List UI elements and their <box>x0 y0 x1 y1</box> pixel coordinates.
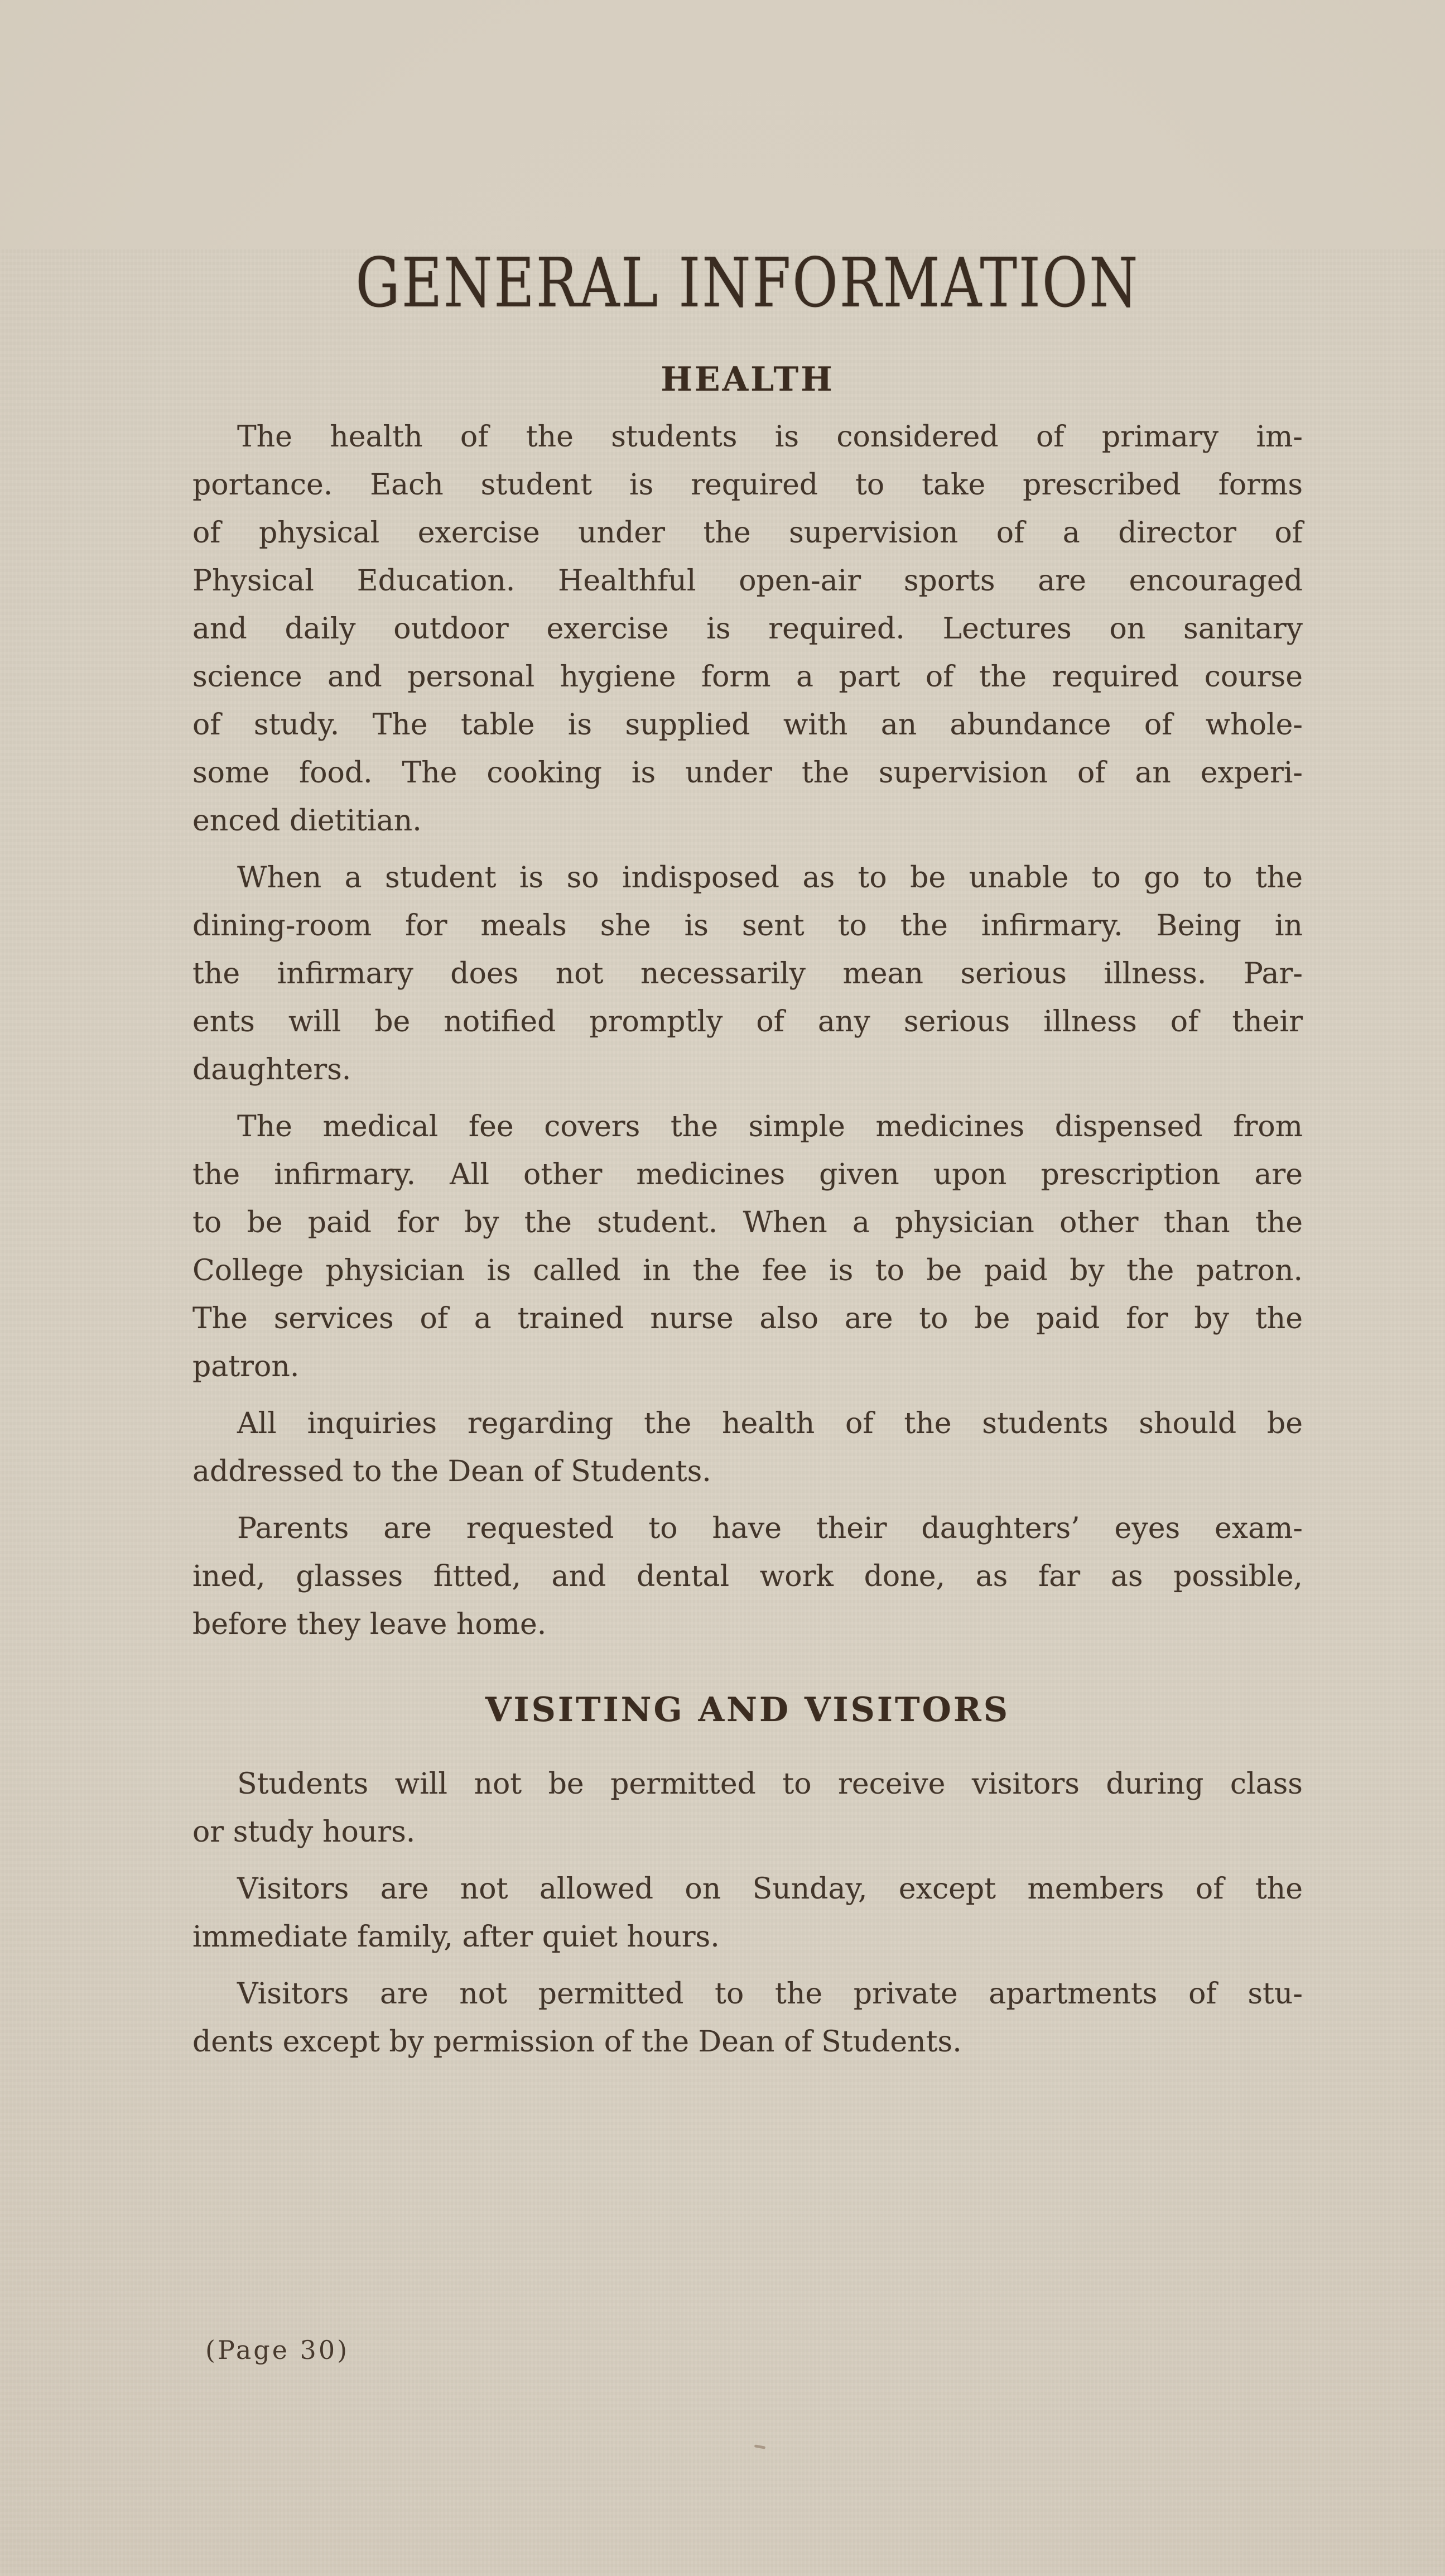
text-line: the infirmary does not necessarily mean serious illness. Par- <box>192 957 1303 991</box>
text-line: and daily outdoor exercise is required. Lectures on sanitary <box>192 612 1303 646</box>
text-line: of physical exercise under the supervision of a director of <box>192 516 1303 550</box>
text-line: dining-room for meals she is sent to the infirmary. Being in <box>192 909 1303 943</box>
paragraph-health-2 <box>192 854 1303 1094</box>
text-line: addressed to the Dean of Students. <box>192 1455 711 1488</box>
text-line: The services of a trained nurse also are to be paid for by the <box>192 1302 1303 1335</box>
paragraph-health-5 <box>192 1505 1303 1649</box>
text-line: portance. Each student is required to take prescribed forms <box>192 468 1303 502</box>
text-line: to be paid for by the student. When a physician other than the <box>192 1206 1303 1239</box>
text-line: daughters. <box>192 1053 351 1087</box>
text-line: dents except by permission of the Dean of Students. <box>192 2025 962 2059</box>
text-line: enced dietitian. <box>192 804 422 838</box>
text-line: When a student is so indisposed as to be unable to go to the <box>237 861 1303 895</box>
paragraph-health-3 <box>192 1103 1303 1391</box>
text-line: of study. The table is supplied with an abundance of whole- <box>192 708 1303 742</box>
text-line: All inquiries regarding the health of the students should be <box>237 1407 1303 1440</box>
paragraph-visiting-3 <box>192 1970 1303 2066</box>
text-line: Visitors are not allowed on Sunday, except members of the <box>237 1872 1303 1906</box>
text-line: ents will be notified promptly of any serious illness of their <box>192 1005 1303 1039</box>
text-line: Parents are requested to have their daughters’ eyes exam- <box>237 1512 1303 1545</box>
section-heading-health: HEALTH <box>661 360 835 399</box>
text-column <box>192 243 1303 2066</box>
text-line: before they leave home. <box>192 1608 547 1641</box>
text-line: or study hours. <box>192 1815 416 1849</box>
paragraph-health-4 <box>192 1400 1303 1496</box>
paragraph-health-1 <box>192 413 1303 845</box>
page-title: GENERAL INFORMATION <box>355 243 1140 323</box>
paragraph-visiting-1 <box>192 1760 1303 1856</box>
page-title-wrap <box>192 243 1303 323</box>
text-line: College physician is called in the fee is to be paid by the patron. <box>192 1254 1303 1287</box>
text-line: immediate family, after quiet hours. <box>192 1920 720 1954</box>
text-line: Students will not be permitted to receive visitors during class <box>237 1767 1303 1801</box>
pencil-stray-mark <box>754 2444 766 2449</box>
text-line: The health of the students is considered of primary im- <box>237 420 1303 454</box>
document-page <box>0 243 1445 2576</box>
page-number: (Page 30) <box>205 2335 350 2365</box>
text-line: Physical Education. Healthful open-air sports are encouraged <box>192 564 1303 598</box>
text-line: science and personal hygiene form a part of the required course <box>192 660 1303 694</box>
text-line: some food. The cooking is under the supervision of an experi- <box>192 756 1303 790</box>
paragraph-visiting-2 <box>192 1865 1303 1961</box>
text-line: The medical fee covers the simple medicines dispensed from <box>237 1110 1303 1143</box>
text-line: Visitors are not permitted to the private apartments of stu- <box>237 1977 1303 2011</box>
text-line: the infirmary. All other medicines given upon prescription are <box>192 1158 1303 1191</box>
text-line: patron. <box>192 1350 300 1383</box>
text-line: ined, glasses fitted, and dental work done, as far as possible, <box>192 1560 1303 1593</box>
section-heading-visiting: VISITING AND VISITORS <box>485 1690 1010 1729</box>
